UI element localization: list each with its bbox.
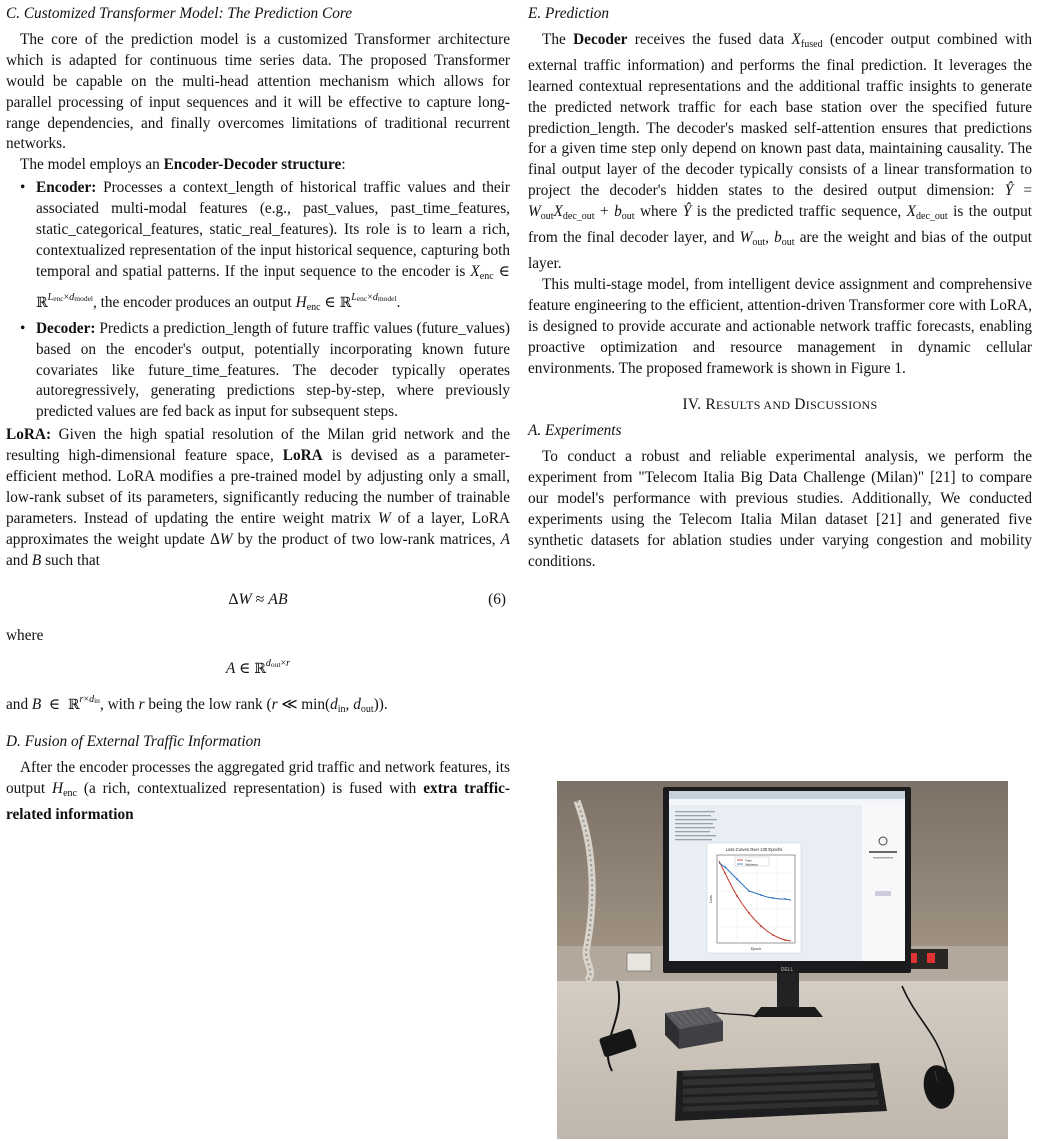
photo-illustration bbox=[557, 781, 1008, 1139]
equation-6-body: ΔW ≈ AB bbox=[228, 590, 288, 608]
right-column bbox=[528, 4, 1032, 573]
equation-a-dim: A ∈ ℝ$^{dout\times r}$ bbox=[225, 658, 291, 678]
list-item-decoder: • Decoder: Predicts a prediction_length of future traffic values (future_values) based on the encoder's output, potentially incorporating known future covariates like future_time_features. The decoder typically operates autoregressively, generating predictions step-by-step, where previously predicted values are fed back as input for subsequent steps. bbox=[36, 319, 510, 424]
screen-chart-ylabel: Loss bbox=[709, 895, 713, 903]
equation-number: (6) bbox=[488, 590, 506, 608]
outlet-red-2 bbox=[927, 953, 935, 963]
section-c-paragraph-1: The core of the prediction model is a customized Transformer architecture which is adapted for continuous time series data. The proposed Transformer would be capable on the multi-head attention mechanism which allows for parallel processing of input sequences and it will be effective to capture long-range dependencies, and finally overcomes limitations of traditional recurrent networks. bbox=[6, 30, 510, 153]
list-item-encoder: • Encoder: Processes a context_length of historical traffic values and their associated multi-modal features (e.g., past_values, past_time_features, static_categorical_features, static_real_features). Its role is to learn a rich, contextualized representation of the input historical sequence, capturing both temporal and spatial patterns. If the input sequence to the encoder is $X_{enc}$ ∈ ℝ$^{Lenc\times dmodel}$, the encoder produces an output $H_{enc}$ ∈ ℝ$^{Lenc\times dmodel}$. bbox=[36, 178, 510, 318]
section-e-paragraph-1: The Decoder receives the fused data $X_{fused}$ (encoder output combined with external traffic information) and performs the final prediction. It leverages the learned contextual representations and the additional traffic insights to generate the predicted network traffic for each base station over the specified future prediction_length. The decoder's masked self-attention ensures that predictions for a given time step only depend on known past data, maintaining causality. The final output layer of the decoder typically consists of a linear transformation to project the decoder's hidden states to the desired output dimension: Ŷ = $W_{out}X_{dec\_out} + b_{out}$ where Ŷ is the predicted traffic sequence, $X_{dec\_out}$ is the output from the final decoder layer, and $W_{out}$, $b_{out}$ are the weight and bias of the output layer. bbox=[528, 30, 1033, 272]
math-x-enc: $X_{enc}$ bbox=[470, 262, 494, 282]
monitor-stand-neck bbox=[777, 973, 799, 1009]
section-c-title: C. Customized Transformer Model: The Prediction Core bbox=[6, 5, 353, 22]
section-a-title: A. Experiments bbox=[528, 422, 622, 440]
screen-chart-title: Loss Curves Over 130 Epochs bbox=[725, 847, 783, 852]
math-h-enc: $H_{enc}$ bbox=[295, 293, 321, 313]
section-e-title: E. Prediction bbox=[528, 5, 609, 22]
screen-legend-validation: Validation bbox=[745, 862, 758, 867]
experiment-setup-photo bbox=[557, 781, 1008, 1139]
lora-paragraph: LoRA: Given the high spatial resolution of the Milan grid network and the resulting high-dimensional feature space, LoRA is devised as a parameter-efficient method. LoRA modifies a pre-trained model by adjusting only a small, low-rank subset of its parameters, significantly reducing the number of trainable parameters. Instead of updating the entire weight matrix W of a layer, LoRA approximates the weight update ΔW by the product of two low-rank matrices, A and B such that bbox=[6, 426, 510, 569]
screen-tabbar bbox=[669, 791, 905, 799]
section-iv-title: IV. RESULTS AND DISCUSSIONS bbox=[682, 396, 878, 414]
section-d-title: D. Fusion of External Traffic Information bbox=[6, 733, 261, 751]
b-dim-paragraph: and B ∈ ℝ$^{r\times din}$, with r being the low rank (r ≪ $\min(d_{in}$, $d_{out}$)). bbox=[6, 694, 388, 716]
screen-chart-xlabel: Epoch bbox=[750, 947, 762, 951]
where-label: where bbox=[6, 626, 44, 644]
section-a-paragraph-1: To conduct a robust and reliable experimental analysis, we perform the experiment from "Telecom Italia Big Data Challenge (Milan)" [21] to compare our model's performance with previous studies. Additionally, We conducted experiments using the Telecom Italia Milan dataset [21] and generated five synthetic datasets for ablation studies under varying congestion and mobility conditions. bbox=[528, 448, 1032, 570]
equation-6 bbox=[6, 586, 510, 620]
screen-side-button bbox=[875, 891, 891, 896]
monitor-stand-base bbox=[753, 1007, 823, 1017]
section-d-paragraph-1: After the encoder processes the aggregated grid traffic and network features, its output $H_{enc}$ (a rich, contextualized representation) is fused with extra traffic-related information bbox=[6, 759, 510, 823]
outlet-left bbox=[627, 953, 651, 971]
screen-toolbar bbox=[669, 799, 905, 805]
encoder-decoder-list bbox=[6, 178, 510, 423]
screen-side-panel bbox=[862, 805, 905, 961]
monitor-brand-logo: DELL bbox=[780, 967, 794, 973]
screen-side-line-1 bbox=[869, 851, 897, 853]
screen-side-line-2 bbox=[873, 857, 893, 859]
section-e-paragraph-2: This multi-stage model, from intelligent device assignment and comprehensive feature engineering to the efficient, attention-driven Transformer core with LoRA, is designed to provide accurate and actionable network traffic forecasts, enabling proactive optimization and resource management in dynamic cellular environments. The proposed framework is shown in Figure 1. bbox=[528, 275, 1032, 377]
left-column bbox=[6, 4, 510, 826]
screen-legend-train: Train bbox=[745, 858, 752, 863]
section-c-paragraph-2: The model employs an Encoder-Decoder structure: bbox=[20, 156, 346, 174]
